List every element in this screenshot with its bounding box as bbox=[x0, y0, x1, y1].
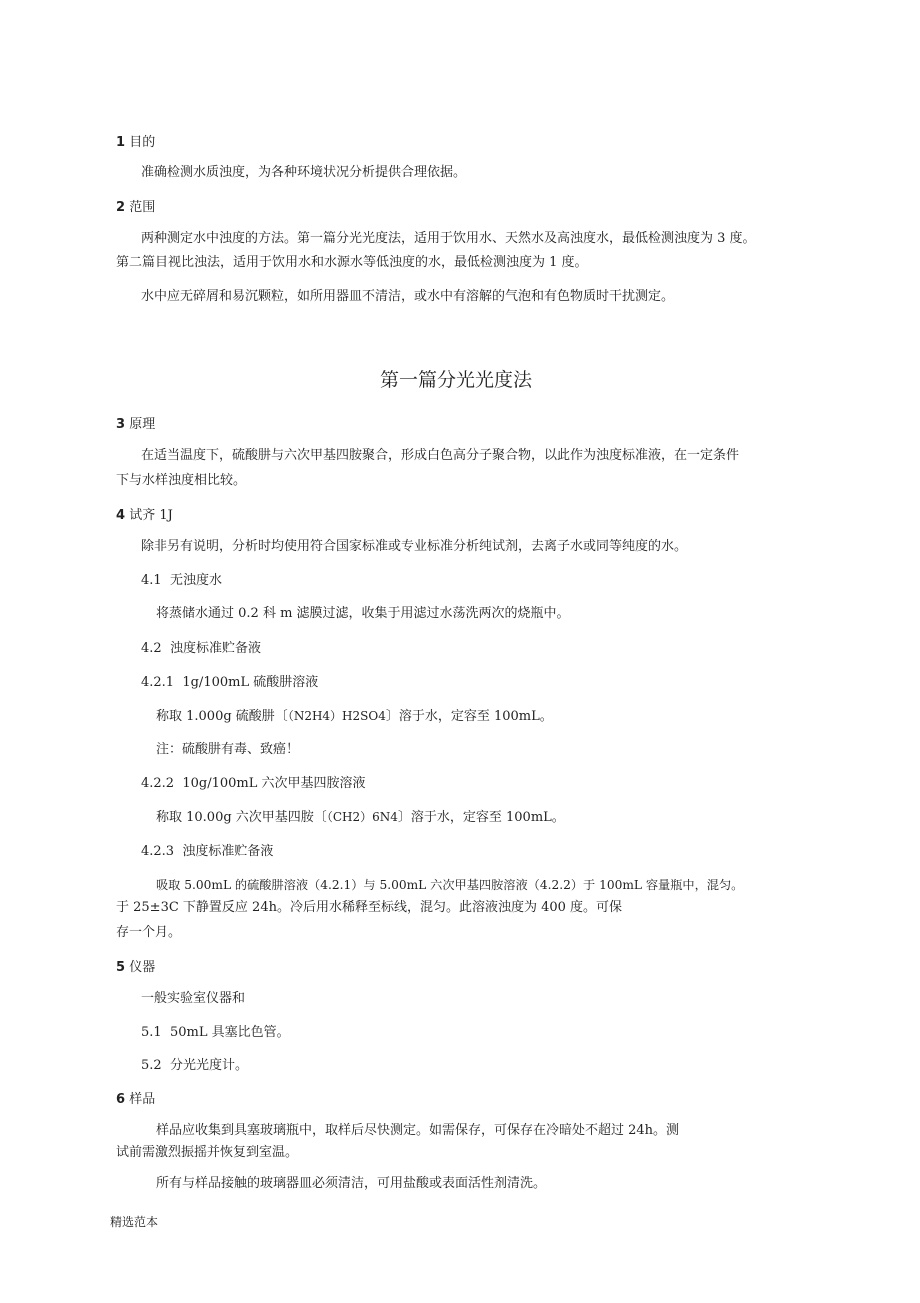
subsection-4-2-1-note: 注：硫酸肼有毒、致癌！ bbox=[156, 742, 300, 757]
subsection-4-2-heading bbox=[141, 640, 261, 658]
subsection-5-1-text: 50mL 具塞比色管。 bbox=[169, 1025, 290, 1040]
subsection-4-2-1-title: 1g/100mL 硫酸肼溶液 bbox=[182, 675, 319, 690]
subsection-4-2-2-heading bbox=[141, 775, 366, 793]
subsection-4-2-3-para-line2: 于 25±3C 下静置反应 24h。冷后用水稀释至标线，混匀。此溶液浊度为 400 度。可保 bbox=[116, 900, 623, 915]
section-5-intro: 一般实验室仪器和 bbox=[141, 991, 246, 1006]
section-3-heading bbox=[116, 416, 155, 434]
section-1-number: 1 bbox=[116, 135, 126, 150]
subsection-4-1-title: 无浊度水 bbox=[169, 573, 222, 588]
section-3-para-line1: 在适当温度下，硫酸肼与六次甲基四胺聚合，形成白色高分子聚合物，以此作为浊度标准液，在一定条件 bbox=[141, 448, 740, 463]
hexamine-formula: （CH2）6N4 bbox=[326, 810, 398, 824]
section-5-number: 5 bbox=[116, 960, 126, 975]
section-2-number: 2 bbox=[116, 200, 126, 215]
section-1-heading bbox=[116, 134, 155, 152]
section-2-heading bbox=[116, 199, 155, 217]
section-6-heading bbox=[116, 1091, 155, 1109]
subsection-4-2-3-heading bbox=[141, 843, 273, 861]
section-2-title: 范围 bbox=[129, 200, 156, 215]
subsection-4-2-1-number: 4.2.1 bbox=[141, 675, 175, 690]
section-6-title: 样品 bbox=[129, 1092, 156, 1107]
subsection-4-2-2-title: 10g/100mL 六次甲基四胺溶液 bbox=[182, 776, 366, 791]
subsection-4-2-2-number: 4.2.2 bbox=[141, 776, 175, 791]
section-4-heading bbox=[116, 507, 173, 525]
subsection-4-2-3-para-line3: 存一个月。 bbox=[116, 925, 182, 940]
subsection-4-1-heading bbox=[141, 572, 222, 590]
section-4-title: 试齐 1J bbox=[129, 508, 173, 523]
subsection-4-2-1-heading bbox=[141, 674, 318, 692]
subsection-4-1-text: 将蒸储水通过 0.2 科 m 滤膜过滤，收集于用滤过水荡洗两次的烧瓶中。 bbox=[156, 606, 570, 621]
section-2-para1-line2: 第二篇目视比浊法，适用于饮用水和水源水等低浊度的水，最低检测浊度为 1 度。 bbox=[116, 255, 588, 270]
section-5-title: 仪器 bbox=[129, 960, 156, 975]
section-4-intro: 除非另有说明，分析时均使用符合国家标准或专业标准分析纯试剂，去离子水或同等纯度的水。 bbox=[141, 539, 688, 554]
subsection-4-2-3-para-line1: 吸取 5.00mL 的硫酸肼溶液（4.2.1）与 5.00mL 六次甲基四胺溶液（4.2.2）于 100mL 容量瓶中，混匀。 bbox=[156, 878, 744, 892]
section-3-title: 原理 bbox=[129, 417, 156, 432]
section-6-para2: 所有与样品接触的玻璃器皿必须清洁，可用盐酸或表面活性剂清洗。 bbox=[156, 1176, 547, 1191]
section-2-para1-line1: 两种测定水中浊度的方法。第一篇分光光度法，适用于饮用水、天然水及高浊度水，最低检测浊度为 3 度。 bbox=[141, 231, 756, 246]
subsection-4-1-number: 4.1 bbox=[141, 573, 162, 588]
section-6-para1-line2: 试前需激烈振摇并恢复到室温。 bbox=[116, 1145, 299, 1160]
subsection-4-2-number: 4.2 bbox=[141, 641, 162, 656]
section-1-text: 准确检测水质浊度，为各种环境状况分析提供合理依据。 bbox=[141, 165, 467, 180]
section-3-para-line2: 下与水样浊度相比较。 bbox=[116, 473, 247, 488]
subsection-5-2-text: 分光光度计。 bbox=[169, 1058, 248, 1073]
page-footer: 精选范本 bbox=[110, 1215, 159, 1229]
hydrazine-sulfate-formula: （N2H4）H2SO4 bbox=[287, 709, 386, 723]
section-5-heading bbox=[116, 959, 155, 977]
subsection-4-2-3-title: 浊度标准贮备液 bbox=[182, 844, 274, 859]
subsection-4-2-title: 浊度标准贮备液 bbox=[169, 641, 261, 656]
subsection-4-2-2-text: 称取 10.00g 六次甲基四胺〔（CH2）6N4〕溶于水，定容至 100mL。 bbox=[156, 810, 565, 825]
part-title: 第一篇分光光度法 bbox=[380, 369, 533, 391]
section-3-number: 3 bbox=[116, 417, 126, 432]
subsection-4-2-1-text: 称取 1.000g 硫酸肼〔（N2H4）H2SO4〕溶于水，定容至 100mL。 bbox=[156, 709, 553, 724]
section-6-number: 6 bbox=[116, 1092, 126, 1107]
section-1-title: 目的 bbox=[129, 135, 156, 150]
subsection-5-1 bbox=[141, 1024, 290, 1042]
subsection-5-2 bbox=[141, 1057, 248, 1075]
section-4-number: 4 bbox=[116, 508, 126, 523]
subsection-5-2-number: 5.2 bbox=[141, 1058, 162, 1073]
subsection-4-2-3-number: 4.2.3 bbox=[141, 844, 175, 859]
section-2-para2: 水中应无碎屑和易沉颗粒，如所用器皿不清洁，或水中有溶解的气泡和有色物质时干扰测定。 bbox=[141, 289, 675, 304]
subsection-5-1-number: 5.1 bbox=[141, 1025, 162, 1040]
section-6-para1-line1: 样品应收集到具塞玻璃瓶中，取样后尽快测定。如需保存，可保存在冷暗处不超过 24h。测 bbox=[156, 1123, 680, 1138]
